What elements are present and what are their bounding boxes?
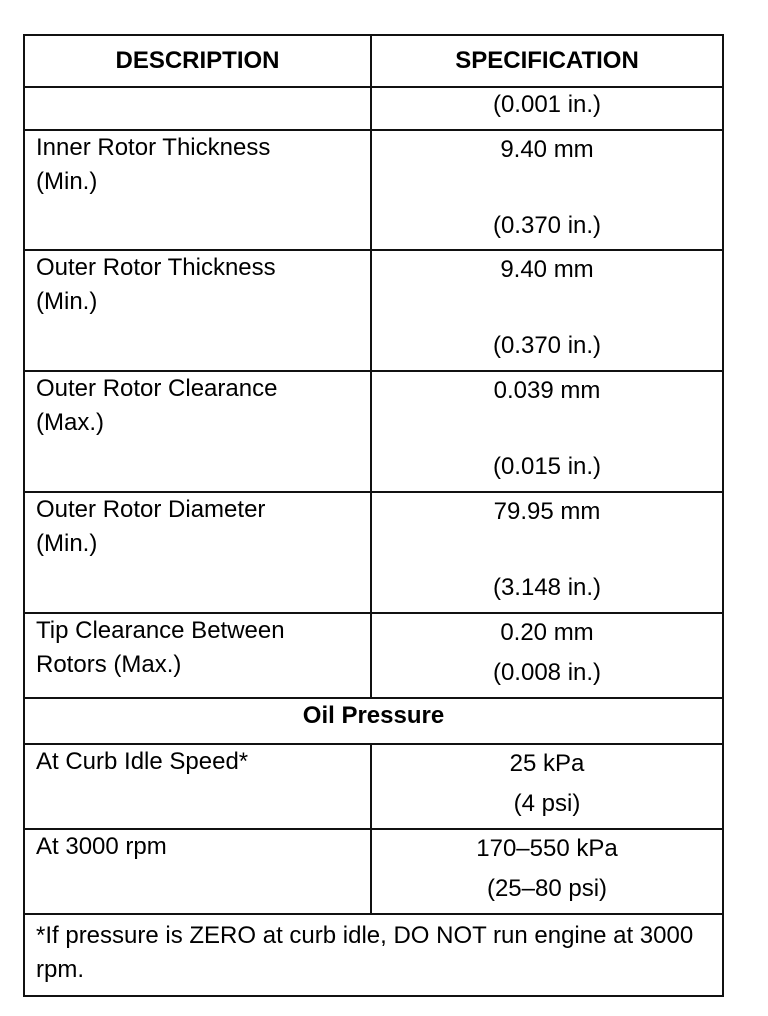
footnote: *If pressure is ZERO at curb idle, DO NOT run engine at 3000 rpm.	[24, 914, 723, 996]
description-line: (Min.)	[36, 168, 98, 195]
description-line: (Min.)	[36, 288, 98, 315]
description-cell	[24, 250, 371, 371]
description-line: Inner Rotor Thickness	[36, 134, 271, 161]
footnote-row	[24, 914, 723, 996]
table-row	[24, 829, 723, 914]
section-row	[24, 698, 723, 744]
imperial-value: (3.148 in.)	[492, 574, 602, 601]
table-row	[24, 371, 723, 492]
table-row	[24, 250, 723, 371]
table-row	[24, 492, 723, 613]
metric-value: 0.039 mm	[493, 377, 601, 404]
description-cell	[24, 492, 371, 613]
table-row	[24, 130, 723, 250]
table-row	[24, 87, 723, 130]
specification-cell	[371, 87, 723, 130]
description-line: Tip Clearance Between	[36, 617, 285, 644]
description-cell	[24, 613, 371, 698]
metric-value: 170–550 kPa	[476, 835, 618, 862]
description-cell	[24, 744, 371, 829]
table-row	[24, 613, 723, 698]
specification-cell	[371, 130, 723, 250]
imperial-value: (4 psi)	[513, 790, 581, 817]
specification-table	[23, 34, 724, 997]
description-line: Outer Rotor Clearance	[36, 375, 278, 402]
imperial-value: (0.015 in.)	[492, 453, 602, 480]
imperial-value: (0.001 in.)	[492, 91, 602, 118]
specification-cell	[371, 829, 723, 914]
specification-cell	[371, 744, 723, 829]
imperial-value: (0.008 in.)	[492, 659, 602, 686]
description-line: (Max.)	[36, 409, 104, 436]
description-line: Outer Rotor Diameter	[36, 496, 266, 523]
specification-cell	[371, 250, 723, 371]
specification-cell	[371, 492, 723, 613]
description-cell	[24, 87, 371, 130]
metric-value: 0.20 mm	[500, 619, 594, 646]
imperial-value: (25–80 psi)	[486, 875, 608, 902]
description-line: (Min.)	[36, 530, 98, 557]
imperial-value: (0.370 in.)	[492, 212, 602, 239]
imperial-value: (0.370 in.)	[492, 332, 602, 359]
description-line: Outer Rotor Thickness	[36, 254, 276, 281]
description-header: DESCRIPTION	[24, 35, 371, 87]
metric-value: 9.40 mm	[500, 136, 594, 163]
specification-cell	[371, 613, 723, 698]
metric-value: 25 kPa	[509, 750, 585, 777]
description-line: At Curb Idle Speed*	[36, 748, 249, 775]
description-cell	[24, 130, 371, 250]
description-line: Rotors (Max.)	[36, 651, 182, 678]
description-cell	[24, 829, 371, 914]
description-cell	[24, 371, 371, 492]
specification-cell	[371, 371, 723, 492]
header-row	[24, 35, 723, 87]
specification-header: SPECIFICATION	[371, 35, 723, 87]
section-title: Oil Pressure	[24, 698, 723, 744]
metric-value: 9.40 mm	[500, 256, 594, 283]
metric-value: 79.95 mm	[493, 498, 601, 525]
table-row	[24, 744, 723, 829]
description-line: At 3000 rpm	[36, 833, 167, 860]
